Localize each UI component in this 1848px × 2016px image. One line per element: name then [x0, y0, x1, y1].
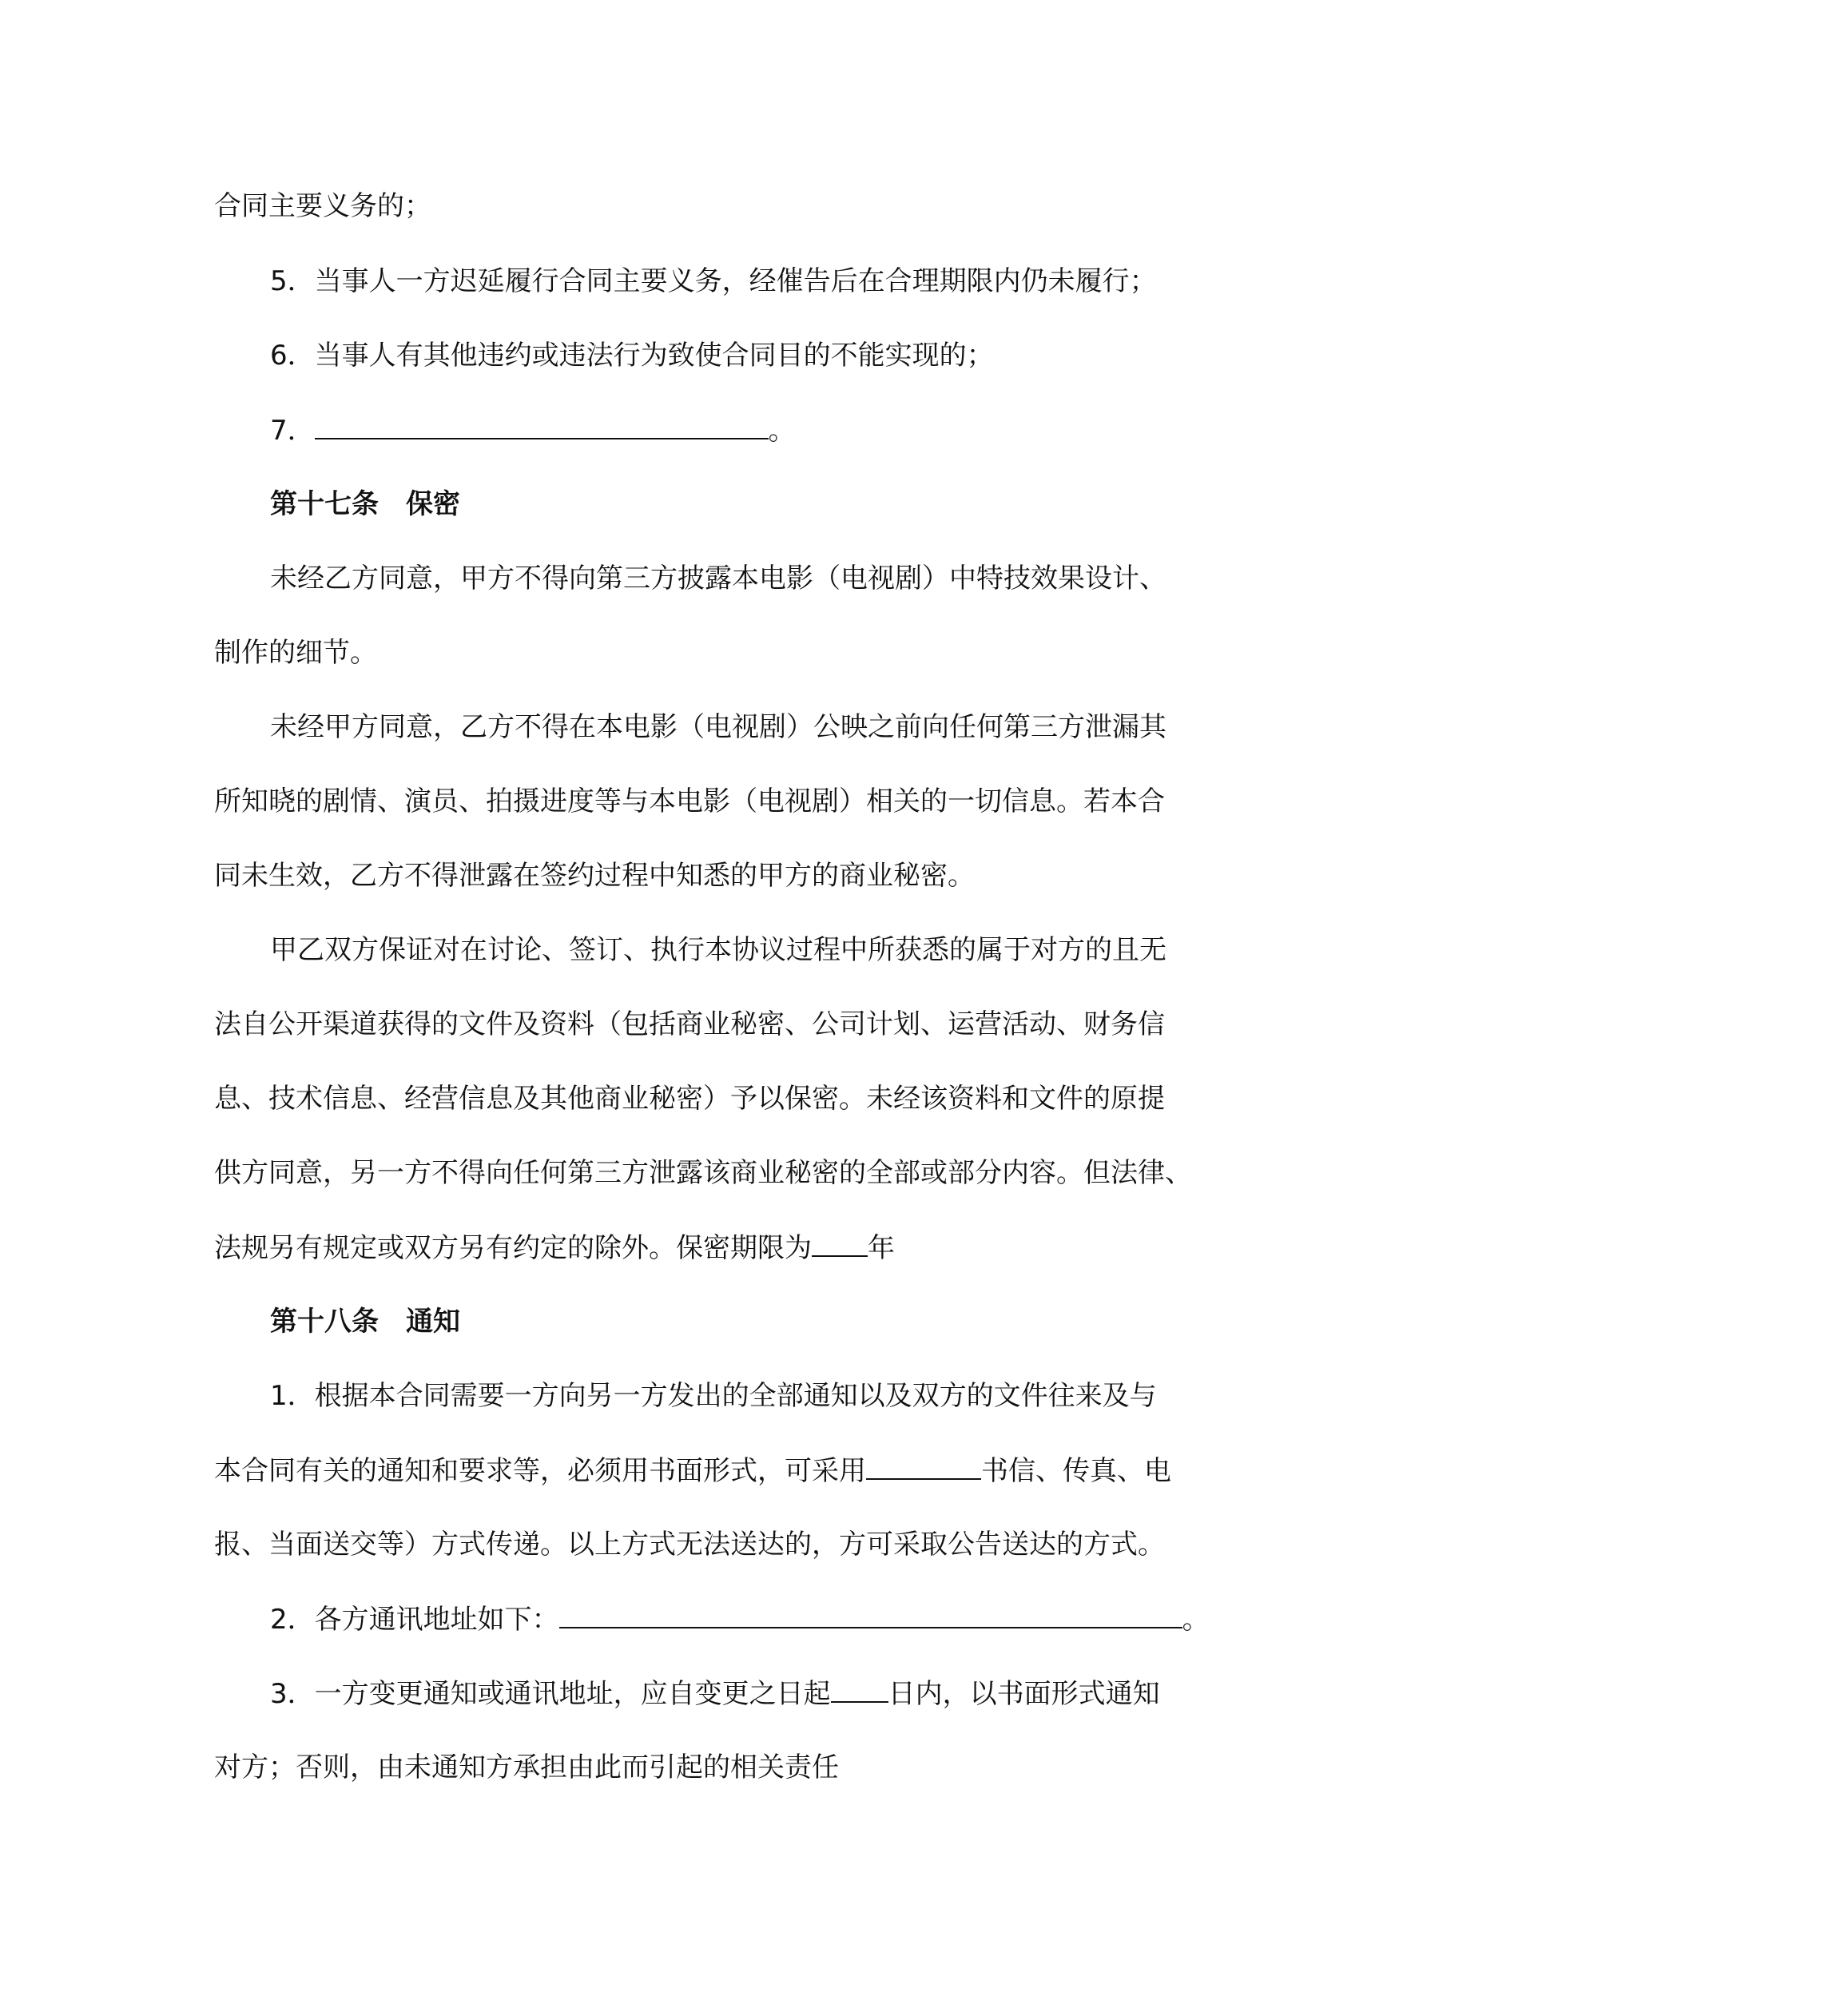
- line-text: 所知晓的剧情、演员、拍摄进度等与本电影（电视剧）相关的一切信息。若本合: [214, 785, 1165, 817]
- paragraph-line: [214, 1075, 1205, 1123]
- paragraph-line: [270, 555, 1205, 602]
- list-item-7: [270, 406, 1205, 454]
- fill-in-blank[interactable]: [559, 1595, 1182, 1628]
- paragraph-line: [214, 1744, 1205, 1791]
- line-text: 供方同意，另一方不得向任何第三方泄露该商业秘密的全部或部分内容。但法律、: [214, 1157, 1192, 1189]
- heading-text: 第十七条 保密: [270, 488, 460, 520]
- line-text: 法自公开渠道获得的文件及资料（包括商业秘密、公司计划、运营活动、财务信: [214, 1008, 1165, 1040]
- line-text: 3．一方变更通知或通讯地址，应自变更之日起: [270, 1678, 831, 1710]
- paragraph-line: [214, 1149, 1205, 1197]
- fill-in-blank[interactable]: [831, 1669, 888, 1703]
- line-text: 1．根据本合同需要一方向另一方发出的全部通知以及双方的文件往来及与: [270, 1380, 1157, 1412]
- line-text: 2．各方通讯地址如下：: [270, 1604, 559, 1636]
- list-item-6: [270, 332, 1205, 380]
- line-text: 息、技术信息、经营信息及其他商业秘密）予以保密。未经该资料和文件的原提: [214, 1083, 1165, 1115]
- line-text: 同未生效，乙方不得泄露在签约过程中知悉的甲方的商业秘密。: [214, 860, 975, 892]
- line-text: 法规另有规定或双方另有约定的除外。保密期限为: [214, 1232, 812, 1264]
- list-item-3: [270, 1669, 1205, 1717]
- fill-in-blank[interactable]: [812, 1223, 868, 1257]
- fill-in-blank[interactable]: [866, 1446, 981, 1480]
- line-text: 。: [768, 415, 796, 447]
- line-text: 未经甲方同意，乙方不得在本电影（电视剧）公映之前向任何第三方泄漏其: [270, 711, 1166, 743]
- fill-in-blank[interactable]: [315, 406, 769, 439]
- line-text: 7．: [270, 415, 315, 447]
- line-text: 甲乙双方保证对在讨论、签订、执行本协议过程中所获悉的属于对方的且无: [270, 934, 1166, 966]
- section-heading-17: [270, 480, 1205, 528]
- paragraph-line: [214, 1521, 1205, 1569]
- paragraph-line: [270, 703, 1205, 751]
- paragraph-line: [214, 852, 1205, 900]
- heading-text: 第十八条 通知: [270, 1306, 460, 1338]
- line-text: 日内，以书面形式通知: [888, 1678, 1160, 1710]
- line-text: 本合同有关的通知和要求等，必须用书面形式，可采用: [214, 1455, 866, 1487]
- line-text: 年: [868, 1232, 895, 1264]
- line-text: 合同主要义务的；: [214, 190, 431, 222]
- list-item-2: [270, 1595, 1210, 1643]
- paragraph-line: [214, 1223, 1205, 1271]
- paragraph-line: [270, 926, 1205, 974]
- line-text: 5．当事人一方迟延履行合同主要义务，经催告后在合理期限内仍未履行；: [270, 265, 1157, 297]
- line-text: 。: [1182, 1604, 1210, 1636]
- paragraph-line: [214, 1000, 1205, 1048]
- line-text: 制作的细节。: [214, 637, 377, 669]
- line-text: 书信、传真、电: [981, 1455, 1171, 1487]
- line-text: 6．当事人有其他违约或违法行为致使合同目的不能实现的；: [270, 340, 994, 372]
- line-text: 对方；否则，由未通知方承担由此而引起的相关责任: [214, 1752, 839, 1783]
- line-text: 未经乙方同意，甲方不得向第三方披露本电影（电视剧）中特技效果设计、: [270, 563, 1166, 594]
- line-text: 报、当面送交等）方式传递。以上方式无法送达的，方可采取公告送达的方式。: [214, 1529, 1165, 1561]
- list-item-5: [270, 257, 1205, 305]
- paragraph-line: [214, 1446, 1205, 1494]
- paragraph-line: [214, 777, 1205, 825]
- paragraph-line: [214, 182, 1205, 230]
- paragraph-line: [214, 629, 1205, 677]
- section-heading-18: [270, 1298, 1205, 1346]
- list-item-1: [270, 1372, 1205, 1420]
